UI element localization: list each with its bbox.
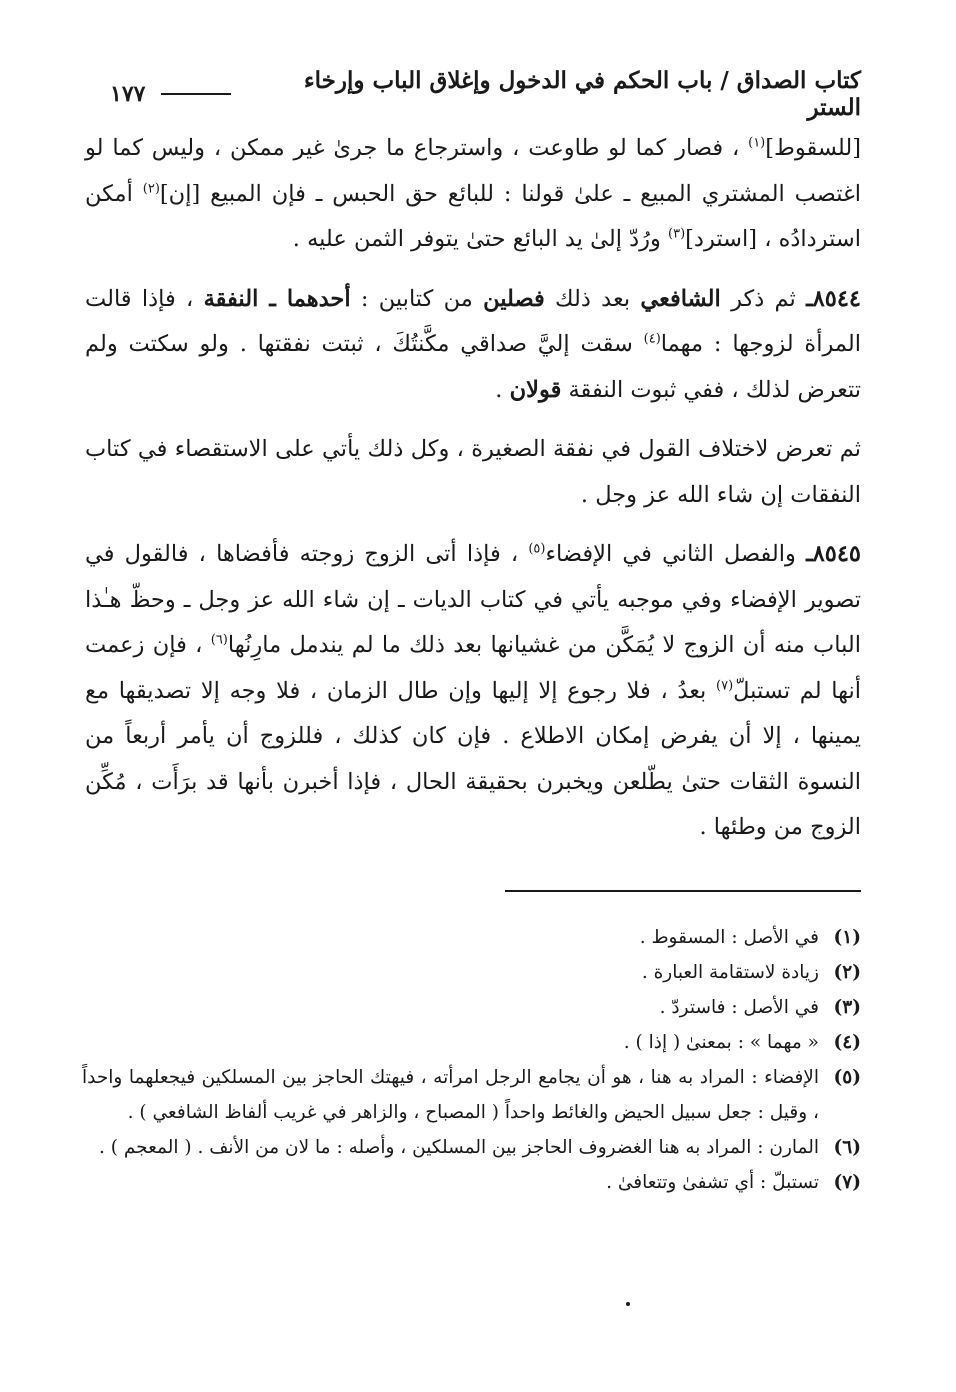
paragraph-8545 [85,532,861,851]
paragraph-1 [85,126,861,263]
text-run: ، فصار كما لو طاوعت ، واسترجاع ما جرىٰ غير ممكن ، وليس كما لو اغتصب المشتري المبيع ـ علىٰ قولنا : للبائع حق الحبس ـ فإن المبيع [إن] [85,135,861,207]
footnote-number: (٢) [833,962,861,983]
text-run: ثم تعرض لاختلاف القول في نفقة الصغيرة ، وكل ذلك يأتي على الاستقصاء في كتاب النفقات إن شاء الله عز وجل . [85,436,861,508]
footnotes [82,920,861,1200]
paragraph-8544 [85,277,861,414]
bold-term: أحدهما ـ النفقة [203,285,351,312]
text-run: ورُدّ إلىٰ يد البائع حتىٰ يتوفر الثمن عليه . [292,226,669,252]
footnote-text: « مهما » : بمعنىٰ ( إذا ) . [623,1032,819,1053]
main-text [85,126,861,851]
footnote-text: في الأصل : المسقوط . [639,927,819,948]
header-rule [161,93,231,95]
footnote-item [82,1060,861,1130]
text-run: ثم ذكر [720,285,807,312]
footnote-ref-6[interactable]: (٦) [210,632,228,648]
footnote-item [82,1165,861,1200]
running-header [110,67,861,121]
footnote-separator [505,890,861,892]
text-run: بعد ذلك [544,285,641,312]
footnote-ref-2[interactable]: (٢) [142,181,160,196]
text-run: والفصل الثاني في الإفضاء [545,541,807,567]
text-run: ، فإذا أتى الزوج زوجته فأفضاها ، فالقول في تصوير الإفضاء وفي موجبه يأتي في كتاب الديات ـ إن شاء الله عز وجل ـ وحظّ هـٰذا الباب منه أن الزوج لا يُمَكَّن من غشيانها بعد ذلك ما لم يندمل مارِنُها [85,541,861,658]
text-run: ، فإن زعمت أنها لم تستبلّ [85,632,862,704]
text-run: . [495,376,510,403]
footnote-ref-1[interactable]: (١) [748,135,766,151]
bold-term: قولان [509,376,562,403]
text-run: ، فإذا قالت المرأة لزوجها : مهما [85,285,861,357]
footnote-number: (٣) [833,997,861,1018]
footnote-ref-5[interactable]: (٥) [528,541,546,557]
footnote-number: (٧) [833,1172,861,1193]
text-run: أمكن استردادُه ، [استرد] [85,180,861,252]
footnote-text: زيادة لاستقامة العبارة . [641,962,819,983]
footnote-text: الإفضاء : المراد به هنا ، هو أن يجامع الرجل امرأته ، فيهتك الحاجز بين المسلكين فيجعلهما واحداً ، وقيل : جعل سبيل الحيض والغائط واحداً ( المصباح ، والزاهر في غريب ألفاظ الشافعي ) . [82,1067,819,1123]
page-mark-dot [626,1302,630,1306]
text-run: من كتابين : [350,285,484,312]
footnote-text: تستبلّ : أي تشفىٰ وتتعافىٰ . [606,1172,819,1193]
footnote-number: (٤) [833,1032,861,1053]
footnote-item [82,955,861,990]
bold-term: الشافعي [640,285,721,312]
page-number: ١٧٧ [110,81,146,107]
footnote-number: (٥) [833,1067,861,1088]
footnote-number: (١) [833,927,861,948]
footnote-ref-4[interactable]: (٤) [643,331,661,347]
footnote-item [82,920,861,955]
section-number: ٨٥٤٥ـ [806,541,862,567]
text-run: سقت إليَّ صداقي مكَّنتُكَ ، ثبتت نفقتها . ولو سكتت ولم تتعرض لذلك ، ففي ثبوت النفقة [85,331,861,403]
footnote-ref-3[interactable]: (٣) [668,226,686,242]
paragraph-3 [85,427,861,518]
footnote-ref-7[interactable]: (٧) [716,678,734,693]
text-run: [للسقوط] [765,135,861,161]
footnote-item [82,1130,861,1165]
footnote-number: (٦) [833,1137,861,1158]
header-title: كتاب الصداق / باب الحكم في الدخول وإغلاق الباب وإرخاء الستر [303,67,861,121]
section-number: ٨٥٤٤ـ [806,285,861,312]
footnote-item [82,990,861,1025]
footnote-text: المارن : المراد به هنا الغضروف الحاجز بين المسلكين ، وأصله : ما لان من الأنف . ( المعجم ) . [99,1137,819,1158]
footnote-text: في الأصل : فاستردّ . [659,997,819,1018]
text-run: بعدُ ، فلا رجوع إلا إليها وإن طال الزمان ، فلا وجه إلا تصديقها مع يمينها ، إلا أن يفرض إمكان الاطلاع . فإن كان كذلك ، فللزوج أن يأمر أربعاً من النسوة الثقات حتىٰ يطّلعن ويخبرن بحقيقة الحال ، فإذا أخبرن بأنها قد برَأَت ، مُكِّن الزوج من وطئها . [85,677,861,840]
bold-term: فصلين [483,285,545,312]
footnote-item [82,1025,861,1060]
